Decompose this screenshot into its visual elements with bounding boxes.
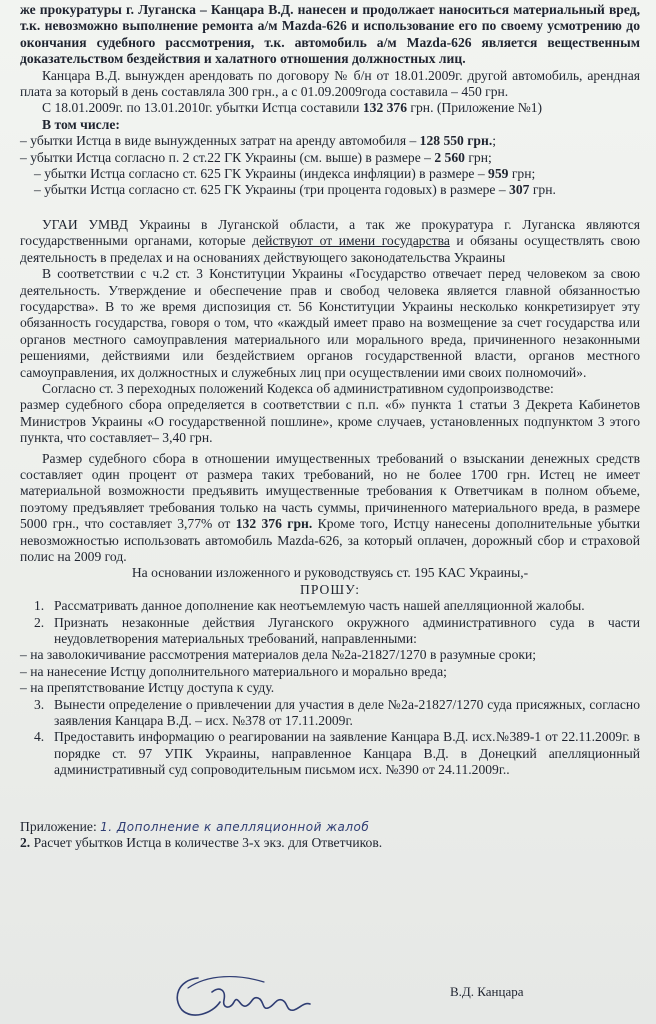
handwritten-signature — [168, 968, 318, 1024]
property-claims-text: Размер судебного сбора в отношении имущественных требований о взыскании денежных средств составляет один процент от размера таких требований, но не более 1700 грн. Истец не имеет материальной возможности предъявить имущественные требования к Ответчикам в полном объеме, поэтому предъявляет требования только на часть суммы, причиненного материального вреда, в размере 5000 грн., что составляет 3,77% от — [20, 450, 640, 532]
loss-item — [20, 150, 640, 166]
request-item — [20, 729, 640, 778]
loss-item — [20, 166, 640, 182]
author-name: В.Д. Канцара — [450, 984, 524, 999]
loss-item-suffix: грн; — [464, 149, 492, 165]
request-item — [20, 615, 640, 648]
handwritten-attachment: 1. Дополнение к апелляционной жалоб — [100, 819, 370, 834]
court-fee-paragraph: размер судебного сбора определяется в соответствии с п.п. «б» пункта 1 статьи 3 Декрета Кабинетов Министров Украины «О государственной пошлине», кроме случаев, установленных подпунктом 3 этого пункта, что составляет– 3,40 грн. — [20, 397, 640, 446]
state-bodies-paragraph — [20, 217, 640, 266]
attachments-label: Приложение: — [20, 818, 101, 834]
request-number: 2. — [34, 614, 45, 630]
losses-amount: 132 376 — [362, 100, 408, 116]
request-text: Предоставить информацию о реагировании на заявление Канцара В.Д. исх.№389-1 от 22.11.2009г. в порядке ст. 97 УПК Украины, направленное Канцара В.Д. в Донецкий апелляционный административный суд сопроводительным письмом исх. №390 от 24.11.2009г.. — [54, 729, 640, 778]
loss-item-amount: 2 560 — [434, 149, 465, 165]
request-list-continued — [20, 697, 640, 779]
loss-item-suffix: грн; — [508, 166, 536, 182]
loss-item-text: – убытки Истца согласно ст. 625 ГК Украины (индекса инфляции) в размере – — [34, 166, 489, 182]
dash-item: – на препятствование Истцу доступа к суду. — [20, 680, 275, 696]
request-list — [20, 598, 640, 647]
losses-paragraph — [20, 100, 640, 116]
loss-item-text: – убытки Истца согласно ст. 625 ГК Украины (три процента годовых) в размере – — [34, 182, 510, 198]
request-number: 4. — [34, 729, 45, 745]
attachments-line-2 — [20, 835, 640, 851]
request-text: Вынести определение о привлечении для участия в деле №2а-21827/1270 суда присяжных, согласно заявления Канцара В.Д. – исх. №378 от 17.11.2009г. — [54, 696, 640, 729]
dash-item: – на заволокичивание рассмотрения материалов дела №2а-21827/1270 в разумные сроки; — [20, 647, 537, 663]
code-paragraph: Согласно ст. 3 переходных положений Кодекса об административном судопроизводстве: — [42, 380, 554, 396]
document-body — [20, 2, 640, 852]
request-item — [20, 598, 640, 614]
request-item — [20, 697, 640, 730]
loss-item-text: – убытки Истца согласно п. 2 ст.22 ГК Украины (см. выше) в размере – — [20, 149, 435, 165]
property-claims-text-end: Кроме того, Истцу нанесены дополнительные убытки невозможностью использовать автомобиль Mazda-626, за который оплачен, дорожный сбор и страховой полис на 2009 год. — [20, 516, 641, 564]
state-bodies-text: УГАИ УМВД Украины в Луганской области, а так же прокуратура г. Луганска являются государственными органами, которые — [20, 216, 640, 249]
basis-paragraph: На основании изложенного и руководствуясь ст. 195 КАС Украины,- — [131, 565, 529, 581]
attachment-text: Расчет убытков Истца в количестве 3-х экз. для Ответчиков. — [30, 835, 383, 851]
intro-paragraph: же прокуратуры г. Луганска – Канцара В.Д. нанесен и продолжает наноситься материальный вред, т.к. невозможно выполнение ремонта а/м Mazda-626 и использование его по своему усмотрению до окончания судебного рассмотрения, т.к. автомобиль а/м Mazda-626 является вещественным доказательством бездействия и халатного отношения должностных лиц. — [20, 2, 640, 67]
in-total-heading: В том числе: — [42, 116, 120, 132]
losses-text: С 18.01.2009г. по 13.01.2010г. убытки Истца составили — [42, 100, 363, 116]
state-bodies-text-end: и обязаны осуществлять свою деятельность в пределах и на основаниях действующего законодательства Украины — [20, 233, 640, 265]
loss-item-suffix: грн. — [529, 182, 556, 198]
loss-item-amount: 307 — [509, 182, 530, 198]
attachment-number: 2. — [20, 835, 31, 851]
request-text: Признать незаконные действия Луганского окружного административного суда в части неудовлетворения материальных требований, направленными: — [54, 614, 640, 647]
request-text: Рассматривать данное дополнение как неотъемлемую часть нашей апелляционной жалобы. — [54, 598, 585, 614]
constitution-paragraph: В соответствии с ч.2 ст. 3 Конституции Украины «Государство отвечает перед человеком за свою деятельность. Утверждение и обеспечение прав и свобод человека является главной обязанностью государства». В то же время диспозиция ст. 56 Конституции Украины несколько конкретизирует эту обязанность государства, говоря о том, что «каждый имеет право на возмещение за счет государства или органов местного самоуправления материального или морального вреда, причиненного незаконными решениями, действиями или бездействием органов государственной власти, органов местного самоуправления, их должностных и служебных лиц при осуществлении ими своих полномочий». — [20, 266, 640, 380]
request-heading: ПРОШУ: — [300, 581, 360, 597]
property-claims-paragraph — [20, 451, 640, 566]
state-bodies-underlined: действуют от имени государства — [252, 233, 450, 249]
loss-item-amount: 128 550 грн. — [419, 133, 493, 149]
rent-paragraph: Канцара В.Д. вынужден арендовать по договору № б/н от 18.01.2009г. другой автомобиль, арендная плата за который в день составляла 300 грн., а с 01.09.2009года составила – 450 грн. — [20, 67, 640, 100]
dash-item: – на нанесение Истцу дополнительного материального и морально вреда; — [20, 663, 447, 679]
attachments-line-1 — [20, 819, 640, 835]
loss-item-amount: 959 — [488, 166, 509, 182]
losses-suffix: грн. (Приложение №1) — [407, 100, 543, 116]
request-number: 1. — [34, 598, 45, 614]
loss-item-suffix: ; — [492, 133, 496, 149]
loss-item-text: – убытки Истца в виде вынужденных затрат на аренду автомобиля – — [20, 133, 420, 149]
loss-item — [20, 133, 640, 149]
request-number: 3. — [34, 696, 45, 712]
loss-item — [20, 182, 640, 198]
property-claims-amount: 132 376 грн. — [235, 516, 313, 532]
